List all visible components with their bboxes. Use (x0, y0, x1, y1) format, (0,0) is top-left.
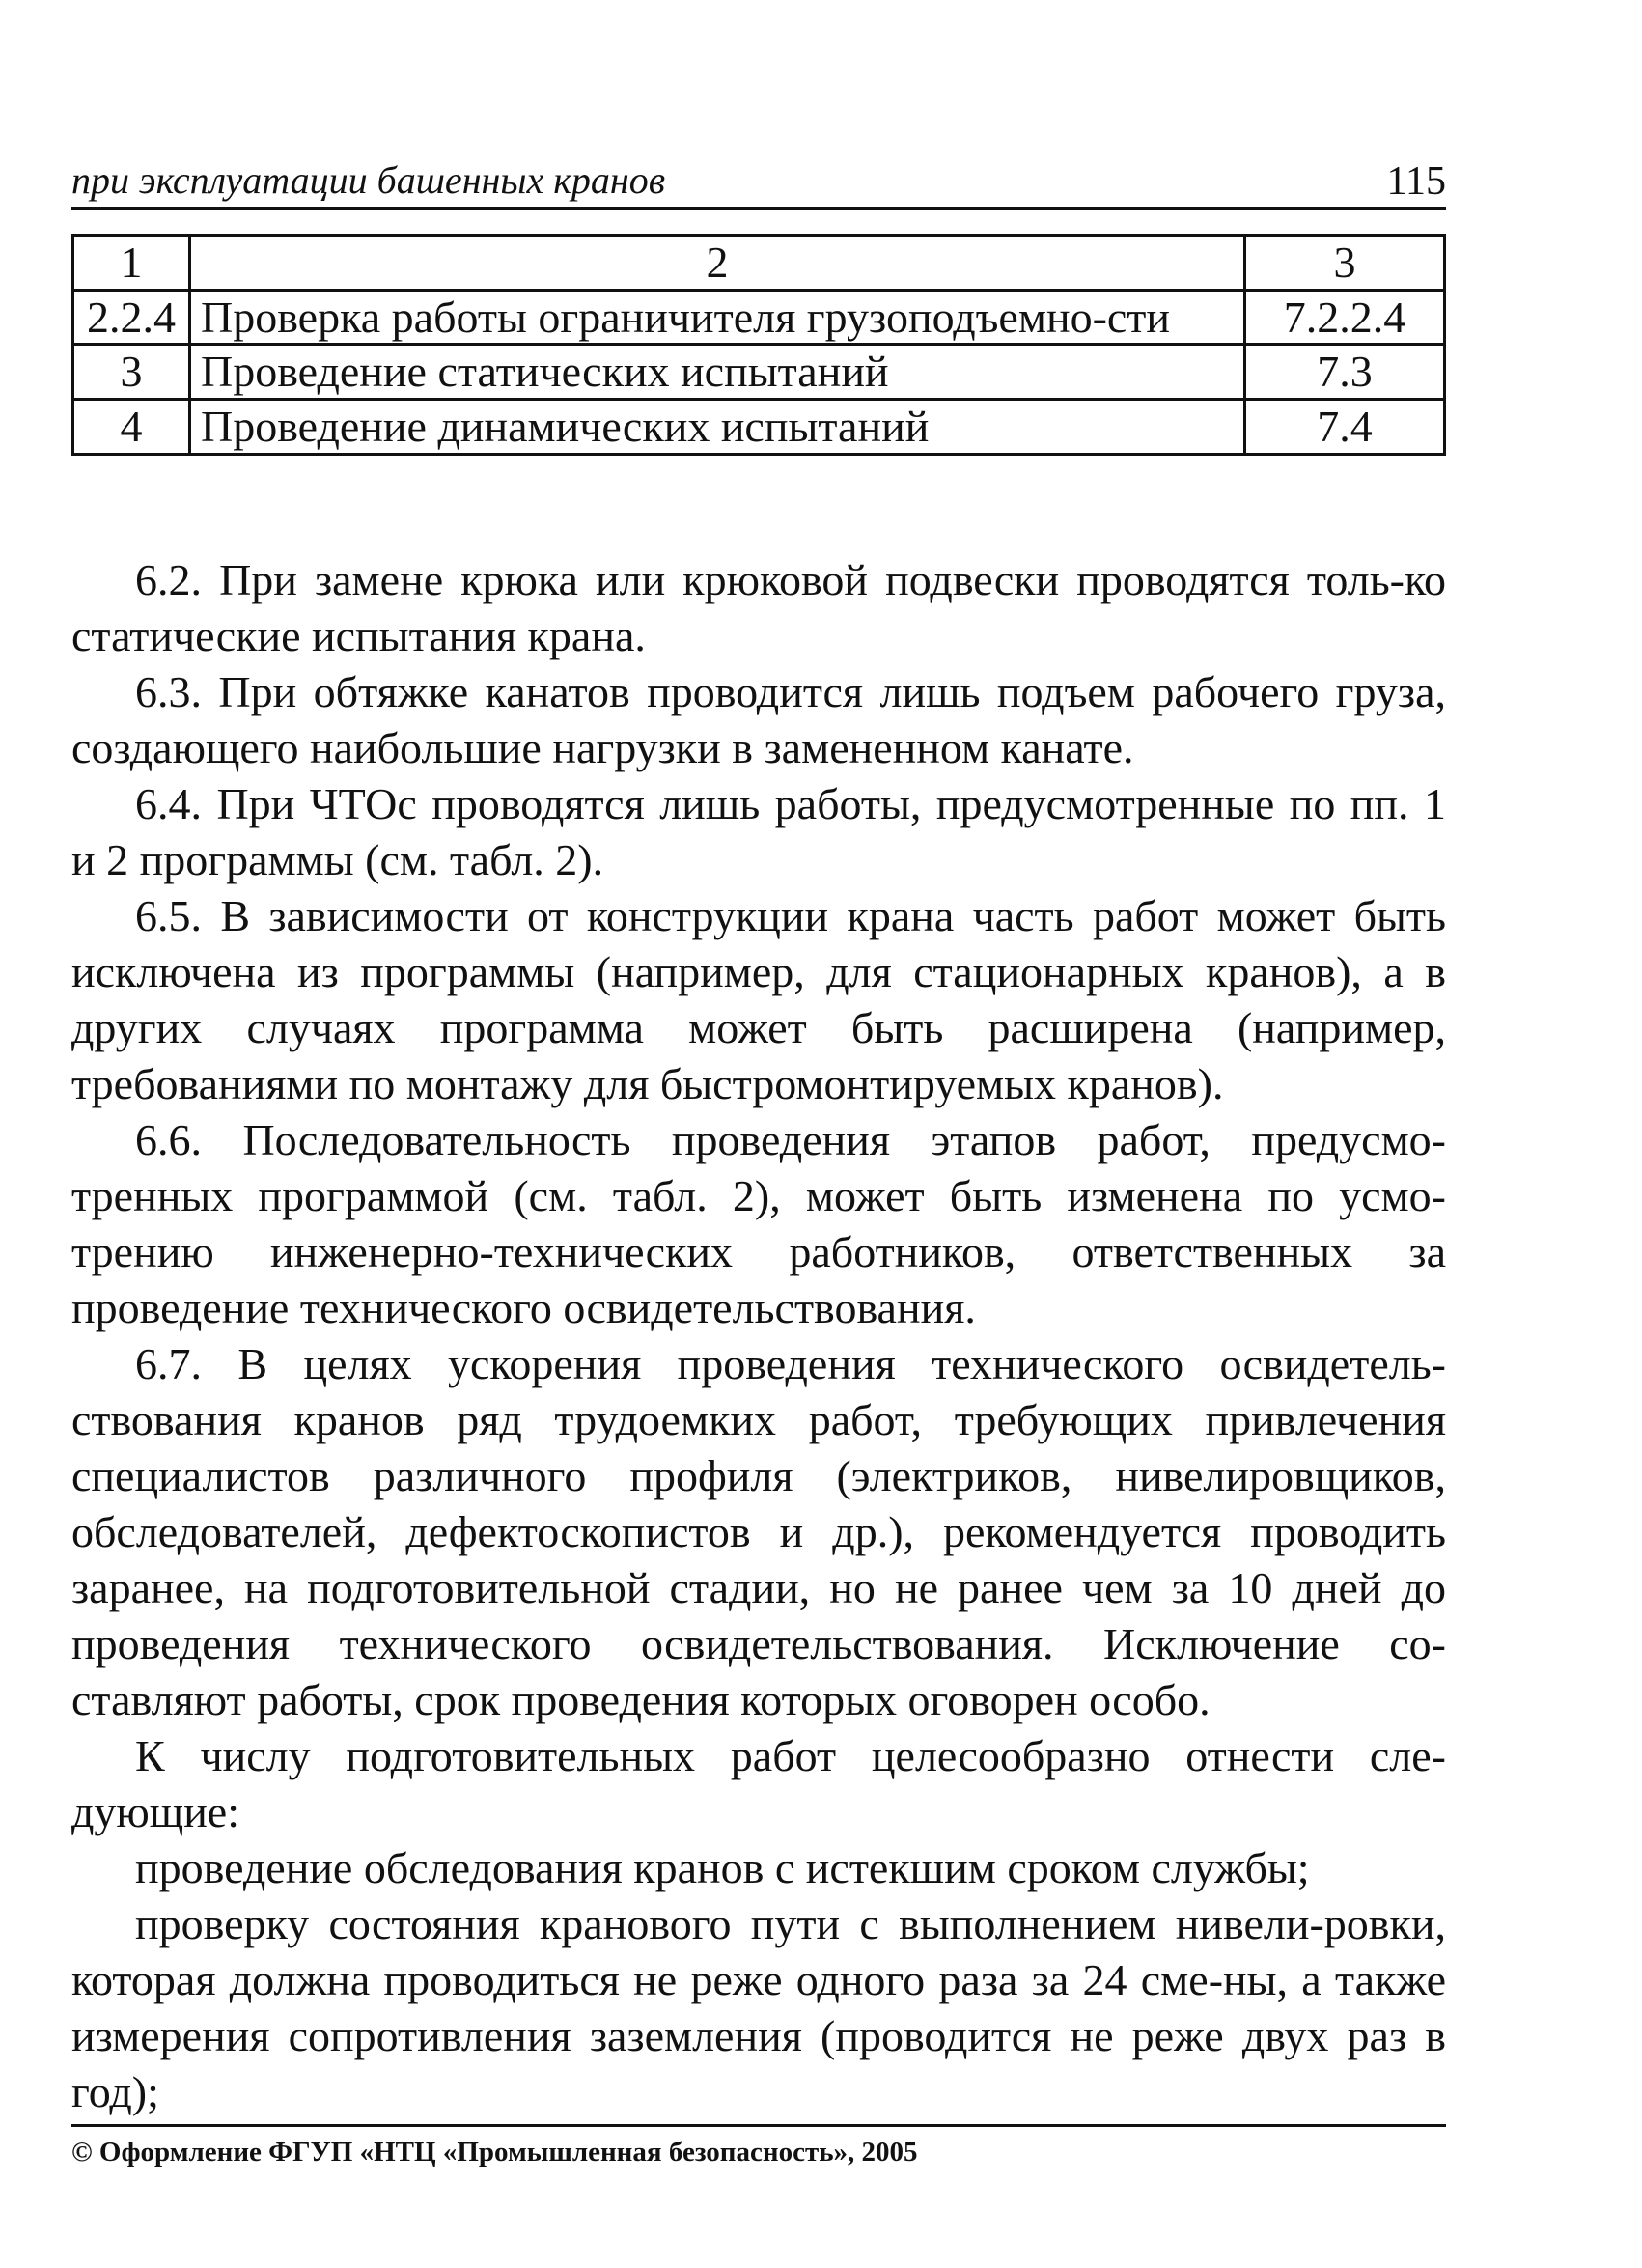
row-text: Проведение динамических испытаний (190, 400, 1245, 455)
paragraph-6-4: 6.4. При ЧТОс проводятся лишь работы, предусмотренные по пп. 1 и 2 программы (см. табл. 2). (71, 779, 1446, 884)
row-number: 2.2.4 (73, 290, 190, 345)
body-text (71, 552, 1446, 2120)
list-item: проведение обследования кранов с истекшим сроком службы; (135, 1843, 1310, 1892)
row-number: 4 (73, 400, 190, 455)
row-text: Проведение статических испытаний (190, 345, 1245, 400)
paragraph-6-6: 6.6. Последовательность проведения этапов работ, предусмо-тренных программой (см. табл. 2), может быть изменена по усмо-трению инженерно-технических работников, ответственных за проведение технического освидетельствования. (71, 1115, 1446, 1332)
row-reference: 7.4 (1245, 400, 1445, 455)
table-header-cell: 1 (73, 236, 190, 291)
row-number: 3 (73, 345, 190, 400)
paragraph-6-2: 6.2. При замене крюка или крюковой подвески проводятся толь-ко статические испытания крана. (71, 555, 1446, 660)
table-row (73, 290, 1445, 345)
footer-divider (71, 2124, 1446, 2127)
running-header (71, 154, 1446, 210)
table-row (73, 345, 1445, 400)
list-item: проверку состояния кранового пути с выполнением нивели-ровки, которая должна проводиться не реже одного раза за 24 сме-ны, а также измерения сопротивления заземления (проводится не реже двух раз в год); (71, 1899, 1446, 2116)
paragraph-6-5: 6.5. В зависимости от конструкции крана часть работ может быть исключена из программы (например, для стационарных кранов), а в других случаях программа может быть расширена (например, требованиями по монтажу для быстромонтируемых кранов). (71, 891, 1446, 1108)
paragraph-6-7: 6.7. В целях ускорения проведения технического освидетель-ствования кранов ряд трудоемких работ, требующих привлечения специалистов различного профиля (электриков, нивелировщиков, обследователей, дефектоскопистов и др.), рекомендуется проводить заранее, на подготовительной стадии, но не ранее чем за 10 дней до проведения технического освидетельствования. Исключение со-ставляют работы, срок проведения которых оговорен особо. (71, 1339, 1446, 1724)
paragraph-preparatory-intro: К числу подготовительных работ целесообразно отнести сле-дующие: (71, 1731, 1446, 1836)
row-reference: 7.3 (1245, 345, 1445, 400)
row-text: Проверка работы ограничителя грузоподъемно-сти (190, 290, 1245, 345)
table-row (73, 400, 1445, 455)
paragraph-6-3: 6.3. При обтяжке канатов проводится лишь подъем рабочего груза, создающего наибольшие нагрузки в замененном канате. (71, 667, 1446, 772)
row-reference: 7.2.2.4 (1245, 290, 1445, 345)
header-title: при эксплуатации башенных кранов (71, 158, 666, 202)
table-header-cell: 2 (190, 236, 1245, 291)
program-table (71, 234, 1446, 456)
page-number: 115 (1386, 159, 1446, 204)
copyright-footer: © Оформление ФГУП «НТЦ «Промышленная безопасность», 2005 (71, 2137, 918, 2168)
table-header-cell: 3 (1245, 236, 1445, 291)
table-header-row (73, 236, 1445, 291)
